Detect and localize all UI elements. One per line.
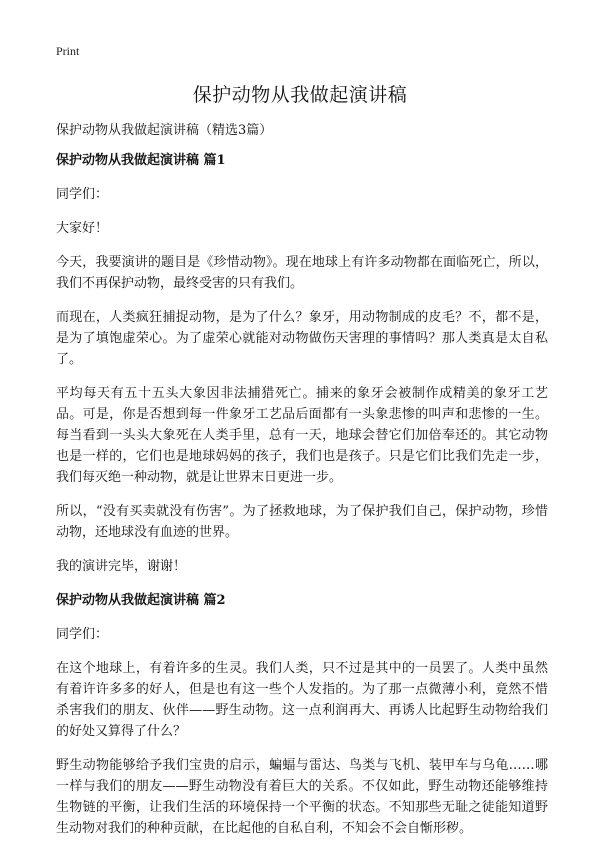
section-heading: 保护动物从我做起演讲稿 篇2	[56, 593, 226, 608]
paragraph: 同学们：	[56, 187, 109, 202]
paragraph: 今天，我要演讲的题目是《珍惜动物》。现在地球上有许多动物都在面临死亡，所以，我们不再保护动物，最终受害的只有我们。	[56, 255, 548, 291]
paragraph: 同学们：	[56, 627, 109, 642]
paragraph: 而现在，人类疯狂捕捉动物，是为了什么？象牙，用动物制成的皮毛？不，都不是，是为了填饱虚荣心。为了虚荣心就能对动物做伤天害理的事情吗？那人类真是太自私了。	[56, 310, 548, 367]
paragraph: 平均每天有五十五头大象因非法捕猎死亡。捕来的象牙会被制作成精美的象牙工艺品。可是，你是否想到每一件象牙工艺品后面都有一头象悲惨的叫声和悲惨的一生。每当看到一头头大象死在人类手里，总有一天，地球会替它们加倍奉还的。其它动物也是一样的，它们也是地球妈妈的孩子，我们也是孩子。只是它们比我们先走一步，我们每灭绝一种动物，就是让世界末日更进一步。	[56, 386, 548, 485]
document-subtitle: 保护动物从我做起演讲稿（精选3篇）	[56, 123, 273, 138]
section-1	[56, 150, 548, 577]
paragraph: 在这个地球上，有着许多的生灵。我们人类，只不过是其中的一员罢了。人类中虽然有着许许多多的好人，但是也有这一些个人发指的。为了那一点微薄小利，竟然不惜杀害我们的朋友、伙伴——野生动物。这一点利润再大、再诱人比起野生动物给我们的好处又算得了什么？	[56, 661, 548, 739]
page-title: 保护动物从我做起演讲稿	[192, 84, 408, 106]
print-link[interactable]: Print	[56, 44, 80, 58]
paragraph: 所以，“没有买卖就没有伤害”。为了拯救地球，为了保护我们自己，保护动物，珍惜动物，还地球没有血迹的世界。	[56, 504, 548, 540]
paragraph: 野生动物能够给予我们宝贵的启示，蝙蝠与雷达、鸟类与飞机、装甲车与乌龟……哪一样与我们的朋友——野生动物没有着巨大的关系。不仅如此，野生动物还能够维持生物链的平衡，让我们生活的环境保持一个平衡的状态。不知那些无耻之徒能知道野生动物对我们的种种贡献，在比起他的自私自利，不知会不会自惭形秽。	[56, 758, 548, 836]
section-2	[56, 590, 548, 839]
paragraph: 我的演讲完毕，谢谢！	[56, 559, 187, 574]
document-body	[56, 120, 548, 852]
paragraph: 大家好！	[56, 221, 109, 236]
section-heading: 保护动物从我做起演讲稿 篇1	[56, 153, 226, 168]
